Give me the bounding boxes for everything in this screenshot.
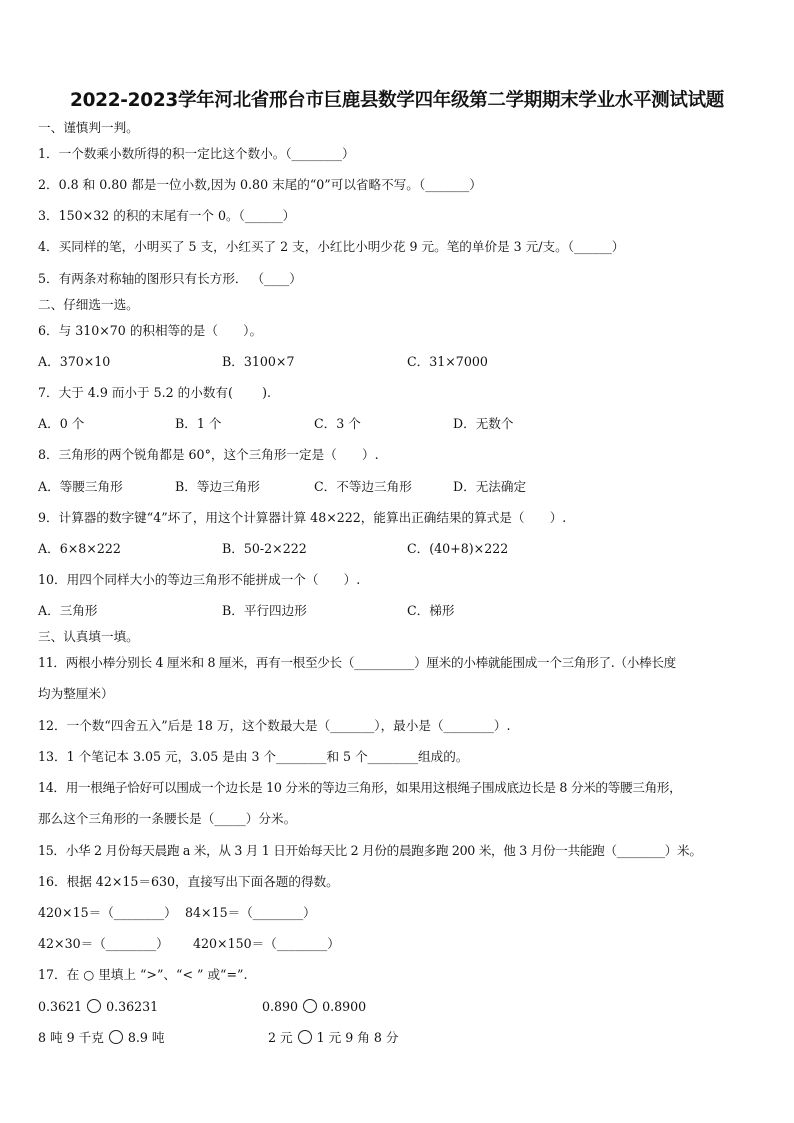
q8-option-c: C．不等边三角形 [314, 479, 412, 494]
q9-option-a: A．6×8×222 [38, 541, 121, 556]
q10-option-a: A．三角形 [38, 603, 98, 618]
q17-right-value: 0.36231 [106, 999, 159, 1014]
compare-circle-icon[interactable] [298, 1030, 312, 1044]
q7-option-a: A．0 个 [38, 416, 85, 431]
q7-option-d: D．无数个 [453, 416, 514, 431]
q16-item-2: 84×15＝（________） [185, 905, 316, 920]
q8-option-a: A．等腰三角形 [38, 479, 123, 494]
q10-option-b: B．平行四边形 [222, 603, 307, 618]
question-6: 6．与 310×70 的积相等的是（ ）。 [38, 323, 263, 338]
q17-comparison-3 [38, 1029, 164, 1047]
question-7: 7．大于 4.9 而小于 5.2 的小数有( ). [38, 385, 272, 400]
question-15: 15．小华 2 月份每天晨跑 a 米，从 3 月 1 日开始每天比 2 月份的晨跑多跑 200 米，他 3 月份一共能跑（________）米。 [38, 843, 702, 858]
question-10: 10．用四个同样大小的等边三角形不能拼成一个（ ）. [38, 572, 361, 587]
q17-left-value: 0.890 [262, 999, 299, 1014]
question-13: 13．1 个笔记本 3.05 元，3.05 是由 3 个________和 5 个________组成的。 [38, 749, 469, 764]
question-12: 12．一个数“四舍五入”后是 18 万，这个数最大是（_______），最小是（________）. [38, 718, 511, 733]
question-14-line-1: 14．用一根绳子恰好可以围成一个边长是 10 分米的等边三角形，如果用这根绳子围成底边长是 8 分米的等腰三角形， [38, 780, 682, 795]
q10-option-c: C．梯形 [407, 603, 455, 618]
q7-option-b: B．1 个 [175, 416, 222, 431]
q17-comparison-2 [262, 998, 366, 1016]
q16-item-3: 42×30＝（________） [38, 936, 169, 951]
question-8: 8．三角形的两个锐角都是 60°，这个三角形一定是（ ）. [38, 447, 379, 462]
q7-option-c: C．3 个 [314, 416, 361, 431]
compare-circle-icon[interactable] [87, 999, 101, 1013]
question-16: 16．根据 42×15＝630，直接写出下面各题的得数。 [38, 874, 339, 889]
q6-option-a: A．370×10 [38, 354, 111, 369]
section-heading-judgement: 一、谨慎判一判。 [38, 120, 139, 135]
q16-item-4: 420×150＝（________） [193, 936, 340, 951]
q8-option-d: D．无法确定 [453, 479, 527, 494]
q16-item-1: 420×15＝（________） [38, 905, 177, 920]
question-2: 2．0.8 和 0.80 都是一位小数,因为 0.80 末尾的“0”可以省略不写。（_______） [38, 177, 482, 192]
compare-circle-icon[interactable] [109, 1030, 123, 1044]
question-14-line-2: 那么这个三角形的一条腰长是（_____）分米。 [38, 811, 297, 826]
section-heading-choice: 二、仔细选一选。 [38, 297, 139, 312]
q17-left-value: 2 元 [268, 1030, 293, 1045]
section-heading-fill: 三、认真填一填。 [38, 629, 139, 644]
page-title: 2022-2023学年河北省邢台市巨鹿县数学四年级第二学期期末学业水平测试试题 [70, 90, 724, 111]
q17-comparison-1 [38, 998, 158, 1016]
compare-circle-icon[interactable] [303, 999, 317, 1013]
question-4: 4．买同样的笔，小明买了 5 支，小红买了 2 支，小红比小明少花 9 元。笔的单价是 3 元/支。（______） [38, 239, 625, 254]
question-11-line-2: 均为整厘米） [38, 686, 114, 701]
q6-option-c: C．31×7000 [407, 354, 488, 369]
q17-comparison-4 [268, 1029, 398, 1047]
q17-left-value: 8 吨 9 千克 [38, 1030, 104, 1045]
question-9: 9．计算器的数字键“4”坏了，用这个计算器计算 48×222，能算出正确结果的算式是（ ）. [38, 510, 567, 525]
q17-right-value: 8.9 吨 [127, 1030, 165, 1045]
question-3: 3．150×32 的积的末尾有一个 0。（______） [38, 208, 296, 223]
q6-option-b: B．3100×7 [222, 354, 295, 369]
question-5: 5．有两条对称轴的图形只有长方形． （____） [38, 271, 302, 286]
q17-right-value: 0.8900 [322, 999, 367, 1014]
q9-option-b: B．50-2×222 [222, 541, 307, 556]
q17-right-value: 1 元 9 角 8 分 [316, 1030, 399, 1045]
question-1: 1．一个数乘小数所得的积一定比这个数小。（________） [38, 146, 355, 161]
question-11-line-1: 11．两根小棒分别长 4 厘米和 8 厘米，再有一根至少长（__________）厘米的小棒就能围成一个三角形了.（小棒长度 [38, 655, 676, 670]
q8-option-b: B．等边三角形 [175, 479, 260, 494]
question-17: 17．在 ○ 里填上 “>”、“< ” 或“=”. [38, 967, 248, 982]
q17-left-value: 0.3621 [38, 999, 83, 1014]
q9-option-c: C．(40+8)×222 [407, 541, 509, 556]
